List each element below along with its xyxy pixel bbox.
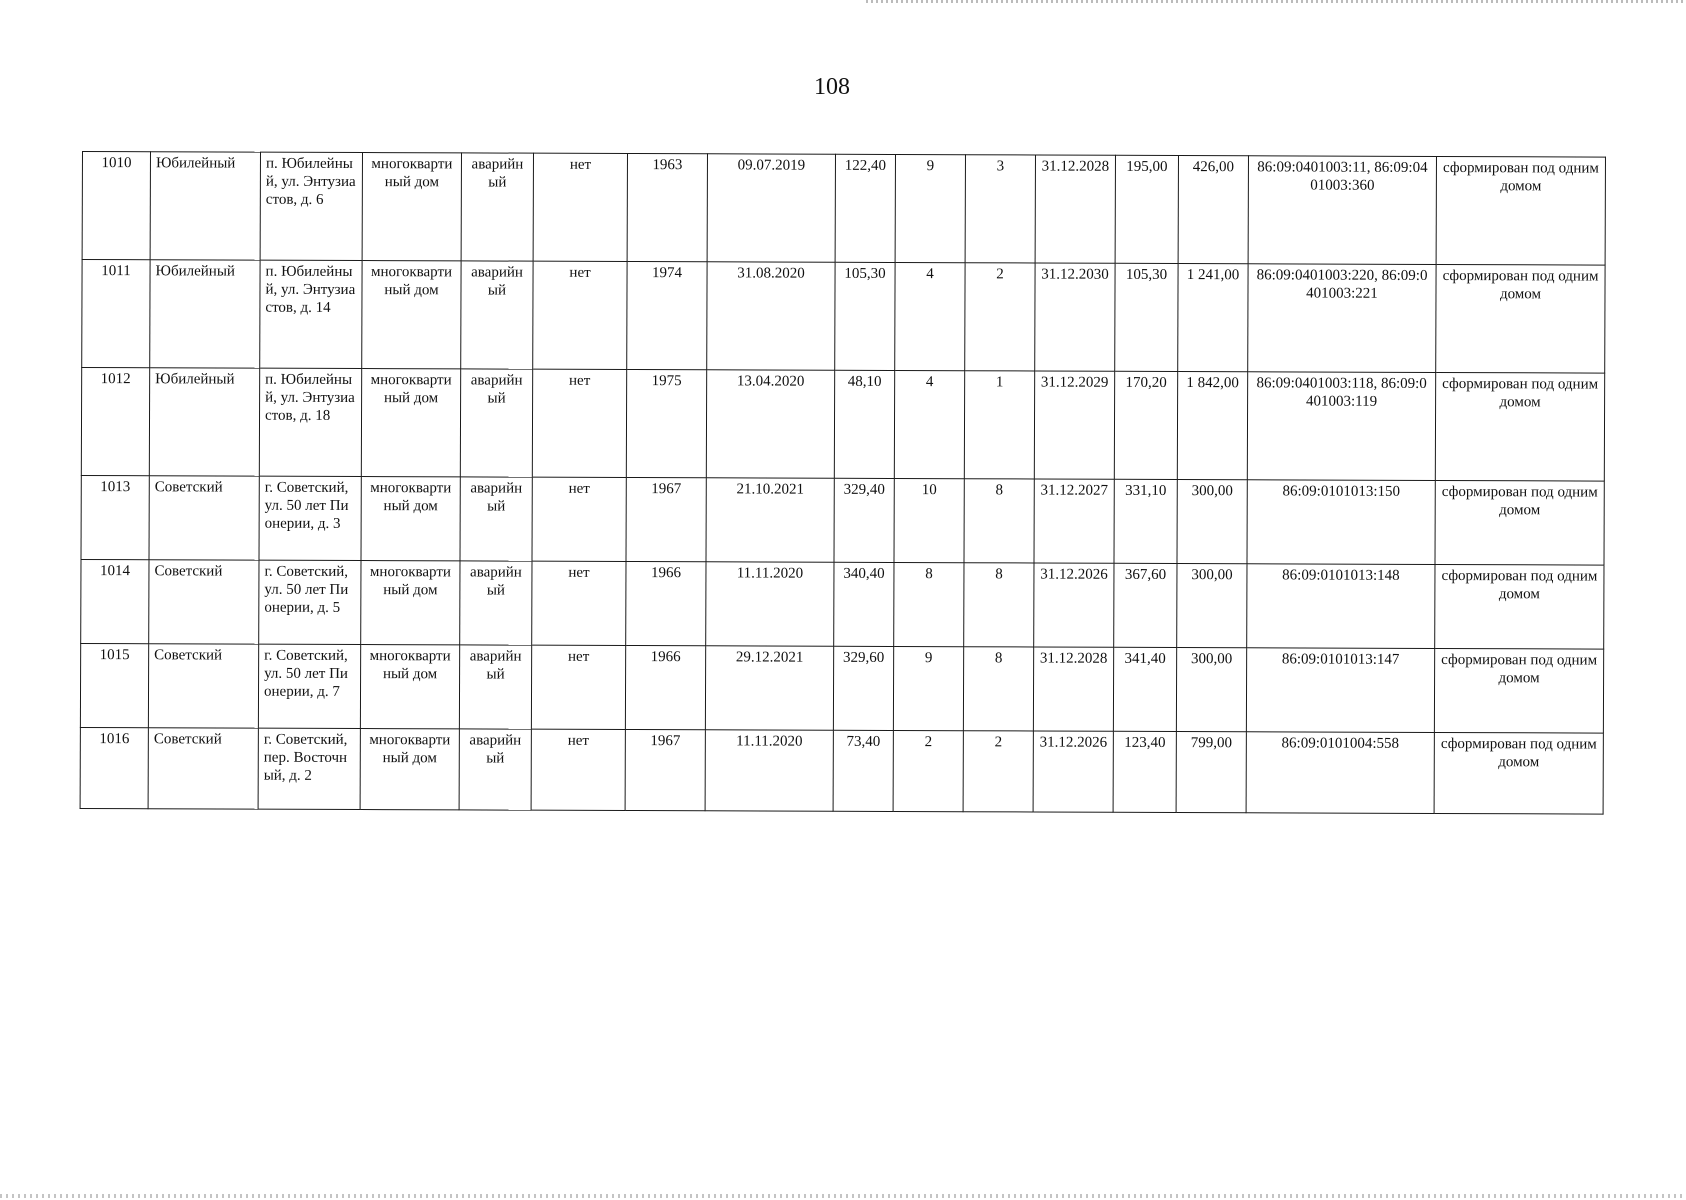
cell-record-number: 1015: [80, 643, 148, 727]
cell-house-type: многоквартиный дом: [360, 729, 459, 810]
cell-deadline-date: 31.12.2029: [1034, 371, 1114, 479]
cell-area: 48,10: [834, 370, 894, 478]
cell-condition: аварийный: [459, 645, 531, 729]
cell-cadastral-numbers: 86:09:0401003:220, 86:09:0401003:221: [1248, 264, 1436, 373]
cell-area: 73,40: [833, 730, 893, 811]
cell-condition: аварийный: [460, 561, 532, 645]
cell-build-year: 1966: [625, 645, 705, 729]
cell-build-year: 1967: [626, 477, 706, 561]
cell-cadastral-numbers: 86:09:0101013:147: [1246, 648, 1434, 733]
table-row: [81, 368, 1604, 482]
cell-address: г. Советский, пер. Восточный, д. 2: [258, 728, 360, 809]
cell-municipality: Советский: [148, 644, 258, 728]
cell-address: п. Юбилейный, ул. Энтузиастов, д. 18: [259, 368, 361, 476]
cell-flag: нет: [532, 369, 626, 477]
table-body: [80, 152, 1605, 815]
cell-note: сформирован под одним домом: [1436, 156, 1605, 265]
cell-house-type: многоквартиный дом: [362, 261, 461, 369]
cell-total-area: 341,40: [1113, 647, 1176, 731]
cell-note: сформирован под одним домом: [1434, 732, 1603, 814]
cell-house-type: многоквартиный дом: [361, 477, 460, 561]
cell-note: сформирован под одним домом: [1435, 564, 1604, 649]
cell-flag: нет: [532, 561, 626, 645]
cell-residents: 10: [894, 478, 964, 562]
cell-address: г. Советский, ул. 50 лет Пионерии, д. 7: [258, 644, 360, 728]
cell-area: 105,30: [835, 262, 895, 370]
cell-municipality: Юбилейный: [150, 260, 260, 368]
cell-house-type: многоквартиный дом: [360, 645, 459, 729]
cell-area: 329,40: [834, 478, 894, 562]
cell-note: сформирован под одним домом: [1435, 480, 1604, 565]
cell-decision-date: 13.04.2020: [706, 370, 834, 478]
cell-build-year: 1963: [627, 153, 707, 261]
cell-decision-date: 11.11.2020: [706, 562, 834, 646]
cell-flag: нет: [531, 729, 625, 810]
cell-municipality: Юбилейный: [150, 152, 260, 260]
cell-build-year: 1975: [626, 369, 706, 477]
cell-condition: аварийный: [461, 261, 533, 369]
cell-apartments: 2: [965, 263, 1035, 371]
cell-deadline-date: 31.12.2026: [1034, 563, 1114, 647]
cell-total-area: 123,40: [1113, 731, 1176, 812]
cell-land-area: 1 842,00: [1177, 372, 1247, 480]
cell-total-area: 367,60: [1114, 563, 1177, 647]
cell-residents: 4: [894, 370, 964, 478]
cell-decision-date: 09.07.2019: [707, 154, 835, 262]
cell-deadline-date: 31.12.2030: [1035, 263, 1115, 371]
cell-land-area: 300,00: [1177, 564, 1247, 648]
cell-flag: нет: [533, 261, 627, 369]
cell-municipality: Советский: [149, 560, 259, 644]
cell-total-area: 331,10: [1114, 479, 1177, 563]
cell-note: сформирован под одним домом: [1434, 648, 1603, 733]
cell-condition: аварийный: [459, 729, 531, 810]
scan-artifact-top: [866, 0, 1686, 3]
cell-decision-date: 29.12.2021: [705, 646, 833, 730]
cell-flag: нет: [532, 477, 626, 561]
cell-municipality: Советский: [148, 728, 258, 809]
cell-address: г. Советский, ул. 50 лет Пионерии, д. 3: [259, 476, 361, 560]
cell-deadline-date: 31.12.2026: [1033, 731, 1113, 812]
cell-municipality: Юбилейный: [149, 368, 259, 476]
cell-area: 122,40: [835, 154, 895, 262]
page-number: 108: [814, 74, 850, 100]
scan-artifact-bottom: [0, 1194, 1686, 1198]
table-row: [82, 152, 1605, 266]
cell-record-number: 1014: [81, 559, 149, 643]
cell-cadastral-numbers: 86:09:0101004:558: [1246, 732, 1434, 814]
cell-house-type: многоквартиный дом: [361, 369, 460, 477]
table-row: [80, 727, 1603, 814]
cell-apartments: 8: [963, 647, 1033, 731]
cell-house-type: многоквартиный дом: [362, 153, 461, 261]
cell-area: 340,40: [834, 562, 894, 646]
cell-area: 329,60: [833, 646, 893, 730]
cell-residents: 9: [893, 646, 963, 730]
cell-cadastral-numbers: 86:09:0101013:148: [1247, 564, 1435, 649]
cell-record-number: 1013: [81, 475, 149, 559]
cell-record-number: 1010: [82, 152, 150, 260]
cell-condition: аварийный: [461, 153, 533, 261]
cell-residents: 9: [895, 154, 965, 262]
cell-apartments: 8: [964, 479, 1034, 563]
housing-table-container: [80, 151, 1606, 815]
cell-address: п. Юбилейный, ул. Энтузиастов, д. 6: [260, 152, 362, 260]
cell-apartments: 3: [965, 155, 1035, 263]
table-row: [81, 559, 1604, 649]
cell-cadastral-numbers: 86:09:0101013:150: [1247, 480, 1435, 565]
cell-record-number: 1012: [81, 368, 149, 476]
cell-land-area: 300,00: [1176, 648, 1246, 732]
housing-table: [80, 151, 1606, 815]
cell-address: п. Юбилейный, ул. Энтузиастов, д. 14: [260, 260, 362, 368]
cell-cadastral-numbers: 86:09:0401003:11, 86:09:0401003:360: [1248, 156, 1436, 265]
cell-total-area: 105,30: [1115, 263, 1178, 371]
cell-record-number: 1016: [80, 727, 148, 808]
cell-deadline-date: 31.12.2027: [1034, 479, 1114, 563]
cell-decision-date: 31.08.2020: [707, 262, 835, 370]
cell-record-number: 1011: [82, 260, 150, 368]
cell-condition: аварийный: [460, 477, 532, 561]
cell-decision-date: 11.11.2020: [705, 730, 833, 811]
cell-cadastral-numbers: 86:09:0401003:118, 86:09:0401003:119: [1247, 372, 1435, 481]
table-row: [81, 475, 1604, 565]
cell-build-year: 1974: [627, 261, 707, 369]
cell-apartments: 2: [963, 731, 1033, 812]
cell-build-year: 1966: [626, 561, 706, 645]
cell-municipality: Советский: [149, 476, 259, 560]
table-row: [80, 643, 1603, 733]
cell-land-area: 799,00: [1176, 732, 1246, 813]
cell-decision-date: 21.10.2021: [706, 478, 834, 562]
table-row: [82, 260, 1605, 374]
cell-land-area: 300,00: [1177, 480, 1247, 564]
cell-condition: аварийный: [460, 369, 532, 477]
cell-residents: 4: [895, 262, 965, 370]
cell-flag: нет: [533, 153, 627, 261]
cell-residents: 8: [894, 562, 964, 646]
cell-address: г. Советский, ул. 50 лет Пионерии, д. 5: [259, 560, 361, 644]
cell-note: сформирован под одним домом: [1436, 264, 1605, 373]
cell-flag: нет: [531, 645, 625, 729]
cell-deadline-date: 31.12.2028: [1035, 155, 1115, 263]
cell-land-area: 1 241,00: [1178, 264, 1248, 372]
cell-total-area: 195,00: [1115, 155, 1178, 263]
cell-total-area: 170,20: [1114, 371, 1177, 479]
cell-deadline-date: 31.12.2028: [1033, 647, 1113, 731]
cell-house-type: многоквартиный дом: [361, 561, 460, 645]
cell-build-year: 1967: [625, 729, 705, 810]
cell-apartments: 1: [964, 371, 1034, 479]
cell-land-area: 426,00: [1178, 156, 1248, 264]
cell-apartments: 8: [964, 563, 1034, 647]
cell-residents: 2: [893, 730, 963, 811]
cell-note: сформирован под одним домом: [1435, 372, 1604, 481]
